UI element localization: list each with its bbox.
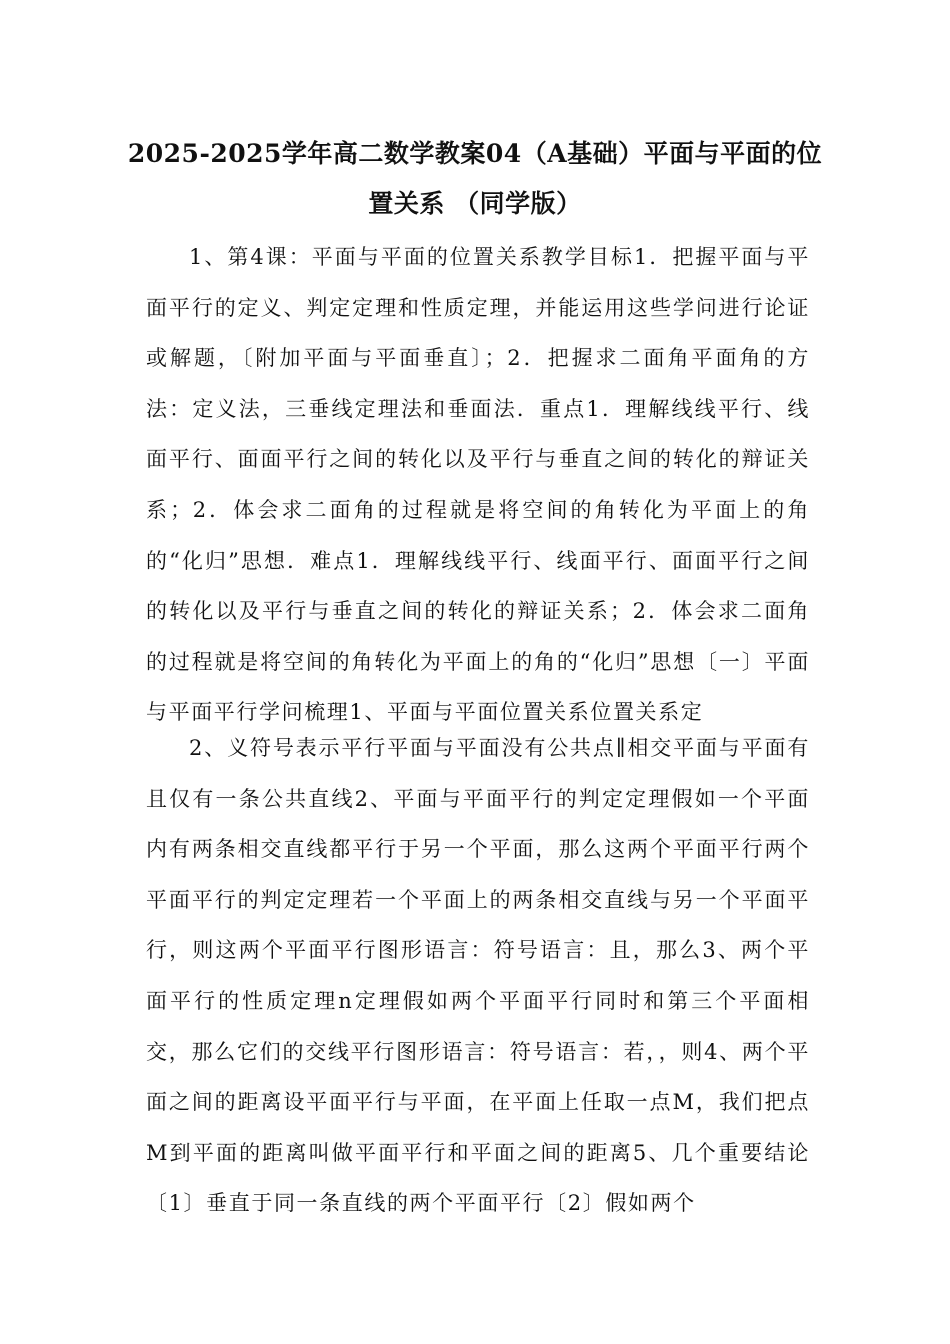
paragraph-2: 2、义符号表示平行平面与平面没有公共点∥相交平面与平面有且仅有一条公共直线2、平面与平面平行的判定定理假如一个平面内有两条相交直线都平行于另一个平面，那么这两个平面平行两个平面平行的判定定理若一个平面上的两条相交直线与另一个平面平行，则这两个平面平行图形语言：符号语言：且，那么3、两个平面平行的性质定理n定理假如两个平面平行同时和第三个平面相交，那么它们的交线平行图形语言：符号语言：若，，则4、两个平面之间的距离设平面平行与平面，在平面上任取一点M，我们把点M到平面的距离叫做平面平行和平面之间的距离5、几个重要结论〔1〕垂直于同一条直线的两个平面平行〔2〕假如两个	[146, 736, 810, 1216]
paragraph-1: 1、第4课：平面与平面的位置关系教学目标1．把握平面与平面平行的定义、判定定理和性质定理，并能运用这些学问进行论证或解题，〔附加平面与平面垂直〕；2．把握求二面角平面角的方法：定义法，三垂线定理法和垂面法．重点1．理解线线平行、线面平行、面面平行之间的转化以及平行与垂直之间的转化的辩证关系；2．体会求二面角的过程就是将空间的角转化为平面上的角的“化归”思想．难点1．理解线线平行、线面平行、面面平行之间的转化以及平行与垂直之间的转化的辩证关系；2．体会求二面角的过程就是将空间的角转化为平面上的角的“化归”思想〔一〕平面与平面平行学问梳理1、平面与平面位置关系位置关系定	[146, 245, 810, 725]
document-title-line-1: 2025-2025学年高二数学教案04（A基础）平面与平面的位	[127, 139, 823, 168]
document-title-line-2: 置关系 （同学版）	[368, 189, 582, 218]
